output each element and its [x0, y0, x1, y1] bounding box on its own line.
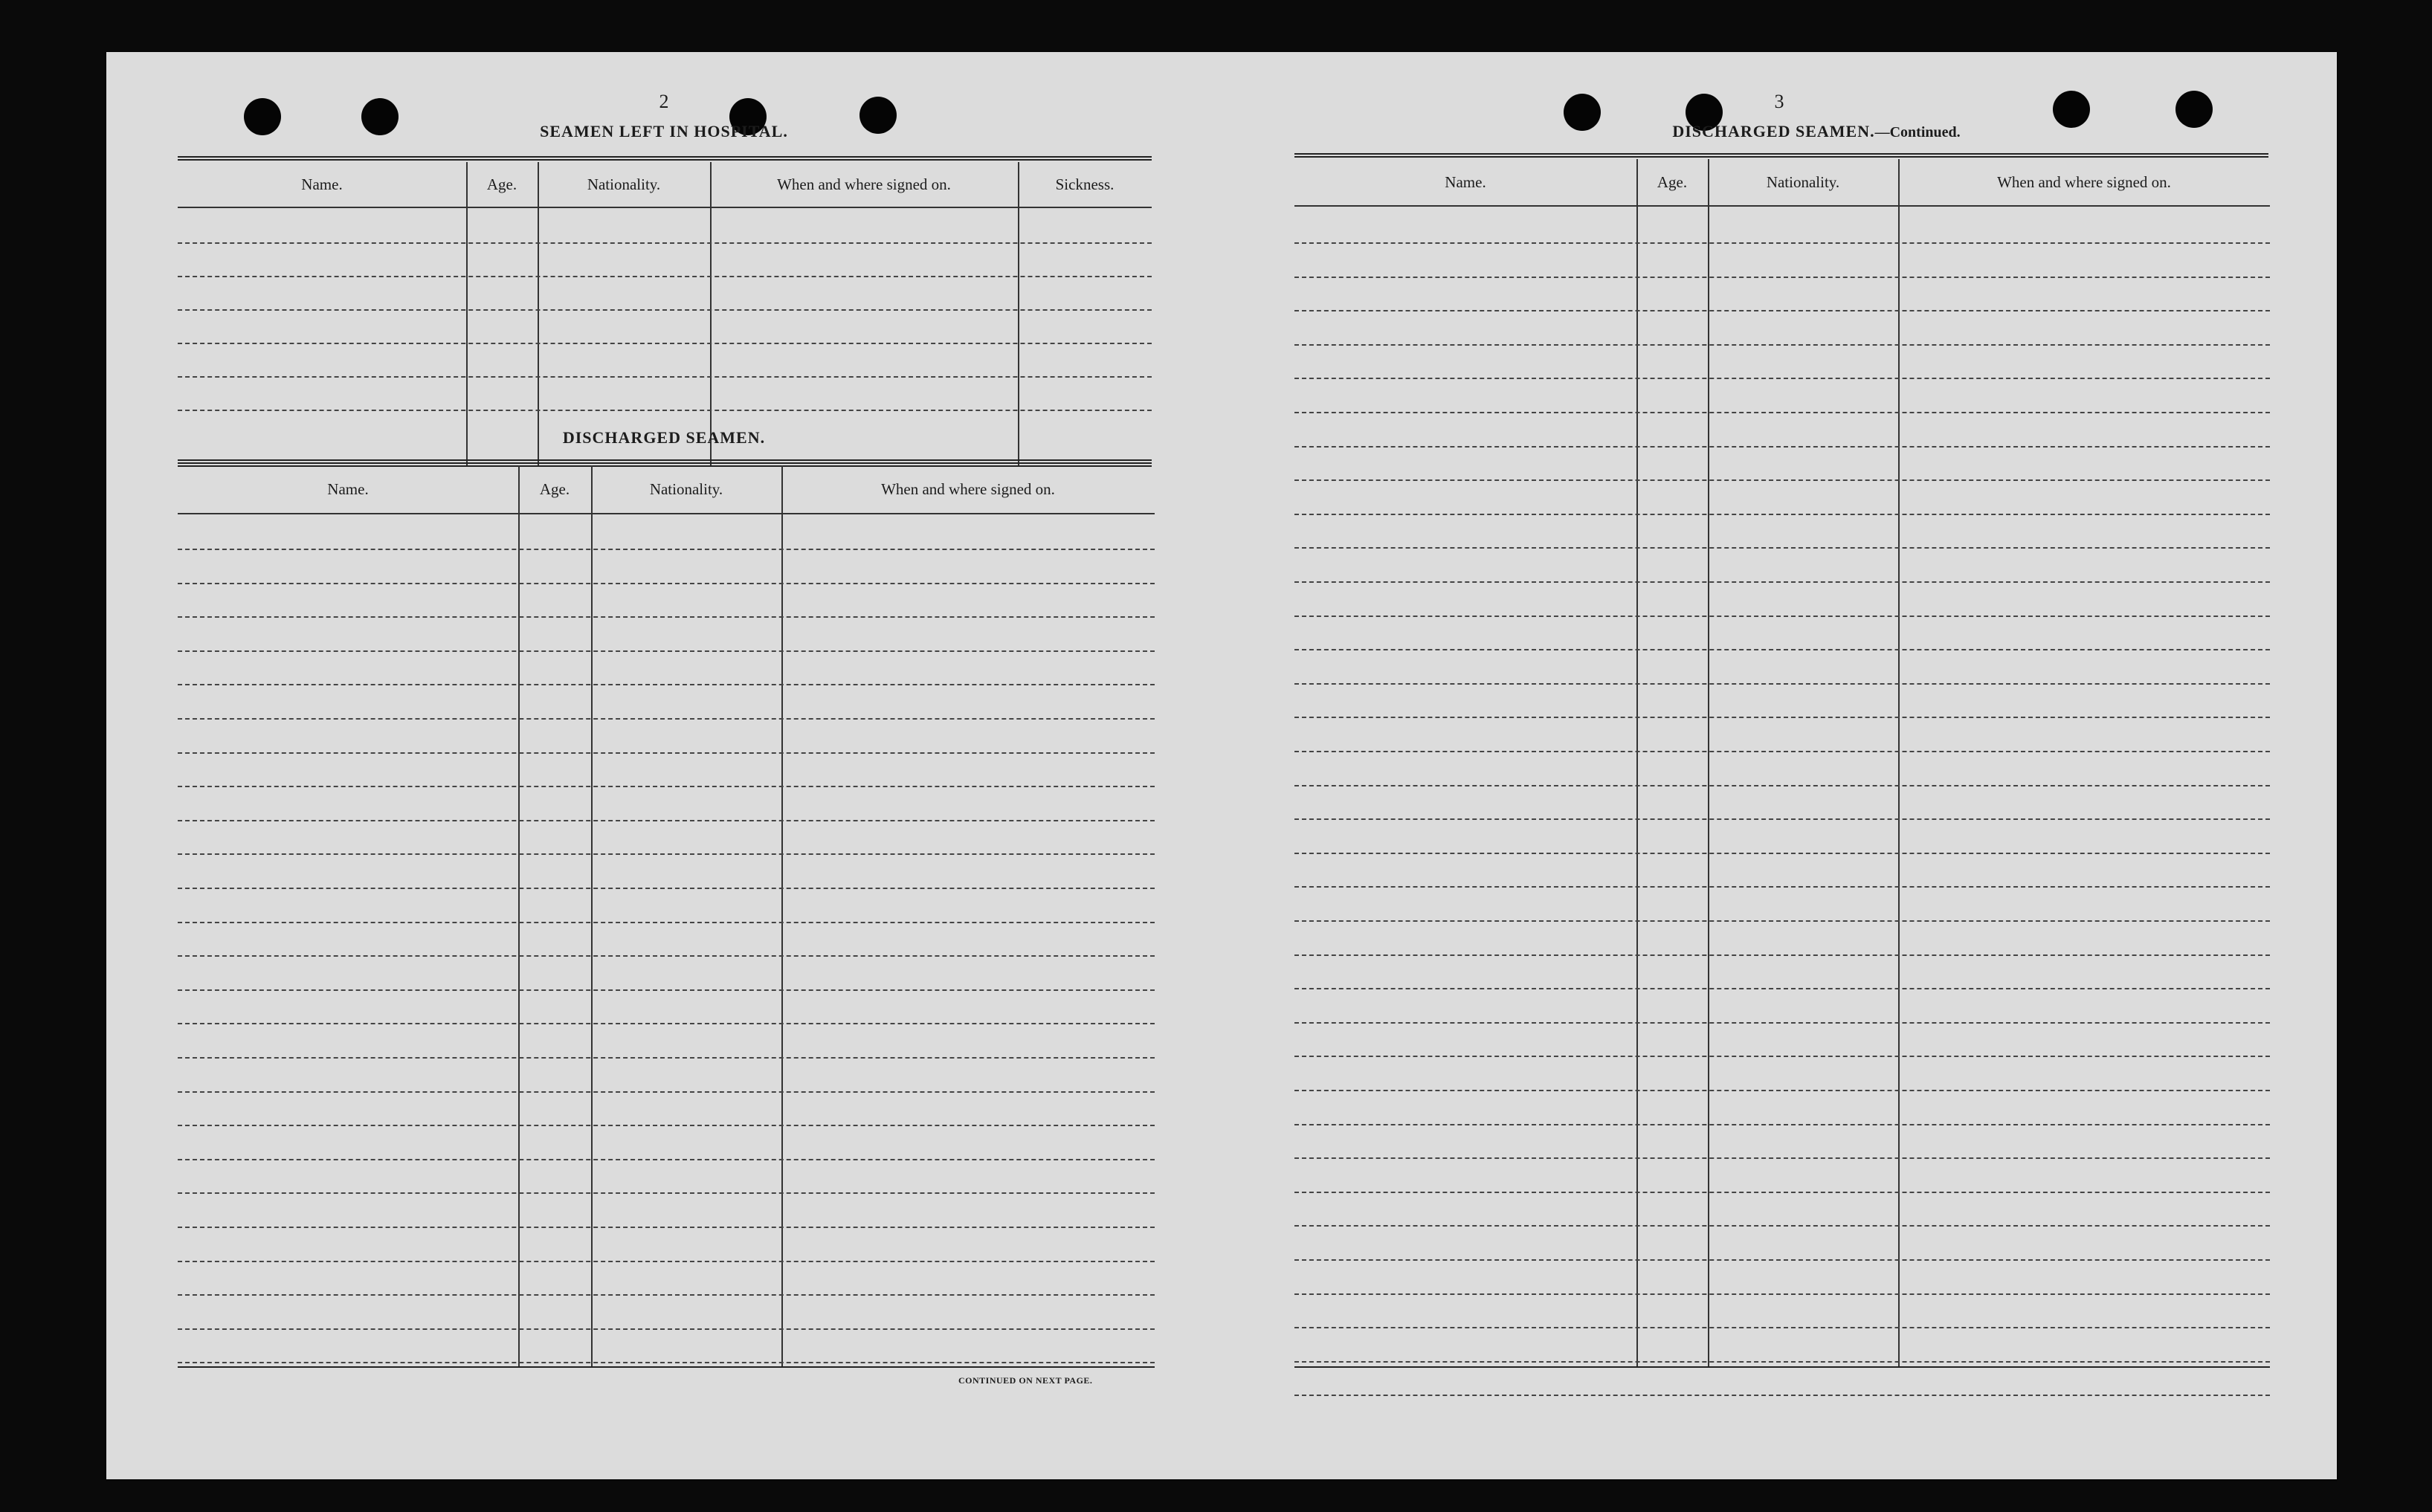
- column-divider: [1708, 159, 1709, 1368]
- table-bottom-rule: [1294, 1366, 2270, 1368]
- entry-line: [1294, 751, 2270, 752]
- entry-line: [178, 1023, 1155, 1024]
- entry-line: [178, 242, 1152, 244]
- entry-line: [1294, 514, 2270, 515]
- entry-line: [1294, 785, 2270, 786]
- entry-line: [178, 309, 1152, 311]
- continued-note: CONTINUED ON NEXT PAGE.: [958, 1375, 1093, 1386]
- column-header: Name.: [327, 479, 369, 498]
- column-header: When and where signed on.: [777, 175, 951, 193]
- title-suffix: —Continued.: [1874, 124, 1961, 140]
- column-header: Age.: [486, 175, 517, 193]
- page-number-left: 2: [659, 91, 669, 112]
- entry-line: [1294, 310, 2270, 311]
- entry-line: [178, 1091, 1155, 1093]
- entry-line: [178, 718, 1155, 720]
- entry-line: [178, 786, 1155, 787]
- entry-line: [1294, 717, 2270, 718]
- discharged-table-left: [178, 465, 1155, 1368]
- page-number-right: 3: [1774, 91, 1784, 112]
- entry-line: [1294, 920, 2270, 922]
- column-divider: [466, 162, 468, 467]
- discharged-table-right: [1294, 159, 2270, 1368]
- column-divider: [518, 465, 520, 1368]
- entry-line: [178, 989, 1155, 991]
- discharged-table-header: [1294, 159, 2270, 207]
- column-divider: [781, 465, 783, 1368]
- entry-line: [178, 1261, 1155, 1262]
- entry-line: [178, 376, 1152, 378]
- column-divider: [538, 162, 539, 467]
- entry-line: [178, 684, 1155, 685]
- entry-line: [178, 650, 1155, 652]
- entry-line: [1294, 954, 2270, 956]
- entry-line: [1294, 1090, 2270, 1091]
- entry-line: [178, 276, 1152, 277]
- rule-double: [1294, 153, 2268, 158]
- column-header: When and where signed on.: [881, 479, 1055, 498]
- entry-line: [1294, 1327, 2270, 1328]
- punch-hole: [2175, 91, 2213, 128]
- entry-line: [178, 955, 1155, 957]
- column-header: Name.: [1445, 172, 1486, 191]
- entry-line: [1294, 242, 2270, 244]
- entry-line: [178, 549, 1155, 550]
- entry-line: [178, 820, 1155, 821]
- column-header: Nationality.: [649, 479, 723, 498]
- discharged-continued-title: [1593, 122, 2039, 141]
- entry-line: [178, 1057, 1155, 1059]
- entry-line: [178, 853, 1155, 855]
- entry-line: [178, 1192, 1155, 1194]
- hospital-table-header: [178, 162, 1152, 208]
- entry-line: [1294, 1157, 2270, 1159]
- title-main: DISCHARGED SEAMEN.: [1672, 122, 1875, 140]
- entry-line: [1294, 1395, 2270, 1396]
- punch-hole: [2053, 91, 2090, 128]
- entry-line: [178, 1227, 1155, 1228]
- entry-line: [1294, 378, 2270, 379]
- entry-line: [1294, 479, 2270, 481]
- entry-line: [178, 343, 1152, 344]
- column-divider: [710, 162, 712, 467]
- column-header: Age.: [1657, 172, 1688, 191]
- entry-line: [178, 888, 1155, 889]
- entry-line: [1294, 818, 2270, 820]
- column-header: Sickness.: [1055, 175, 1115, 193]
- discharged-section-title: DISCHARGED SEAMEN.: [562, 428, 766, 447]
- entry-line: [178, 410, 1152, 411]
- column-divider: [591, 465, 593, 1368]
- entry-line: [178, 922, 1155, 923]
- hospital-table: [178, 162, 1152, 467]
- discharged-table-header: [178, 465, 1155, 514]
- column-header: When and where signed on.: [1997, 172, 2171, 191]
- entry-line: [178, 1362, 1155, 1363]
- entry-line: [1294, 1124, 2270, 1125]
- entry-line: [1294, 547, 2270, 549]
- entry-line: [1294, 1361, 2270, 1363]
- entry-line: [1294, 853, 2270, 854]
- column-divider: [1898, 159, 1900, 1368]
- entry-line: [1294, 344, 2270, 346]
- table-bottom-rule: [178, 1366, 1155, 1368]
- entry-line: [1294, 446, 2270, 448]
- entry-line: [1294, 886, 2270, 888]
- rule-double: [178, 459, 1152, 464]
- punch-hole: [244, 98, 281, 135]
- entry-line: [1294, 1225, 2270, 1227]
- document-sheet: [106, 52, 2337, 1479]
- entry-line: [178, 583, 1155, 584]
- column-divider: [1636, 159, 1638, 1368]
- entry-line: [1294, 988, 2270, 989]
- entry-line: [178, 752, 1155, 754]
- column-header: Nationality.: [587, 175, 661, 193]
- column-header: Nationality.: [1766, 172, 1840, 191]
- entry-line: [1294, 683, 2270, 685]
- column-divider: [1018, 162, 1019, 467]
- entry-line: [1294, 616, 2270, 617]
- entry-line: [1294, 1293, 2270, 1295]
- entry-line: [178, 1125, 1155, 1126]
- rule-double: [178, 156, 1152, 161]
- entry-line: [1294, 581, 2270, 583]
- entry-line: [1294, 412, 2270, 413]
- punch-hole: [859, 97, 897, 134]
- entry-line: [178, 1328, 1155, 1330]
- hospital-section-title: SEAMEN LEFT IN HOSPITAL.: [540, 122, 788, 140]
- entry-line: [1294, 649, 2270, 650]
- column-header: Name.: [301, 175, 343, 193]
- entry-line: [178, 616, 1155, 618]
- entry-line: [178, 1294, 1155, 1296]
- entry-line: [178, 1159, 1155, 1160]
- column-header: Age.: [539, 479, 570, 498]
- entry-line: [1294, 277, 2270, 278]
- entry-line: [1294, 1259, 2270, 1261]
- punch-hole: [361, 98, 399, 135]
- entry-line: [1294, 1056, 2270, 1057]
- entry-line: [1294, 1192, 2270, 1193]
- entry-line: [1294, 1022, 2270, 1024]
